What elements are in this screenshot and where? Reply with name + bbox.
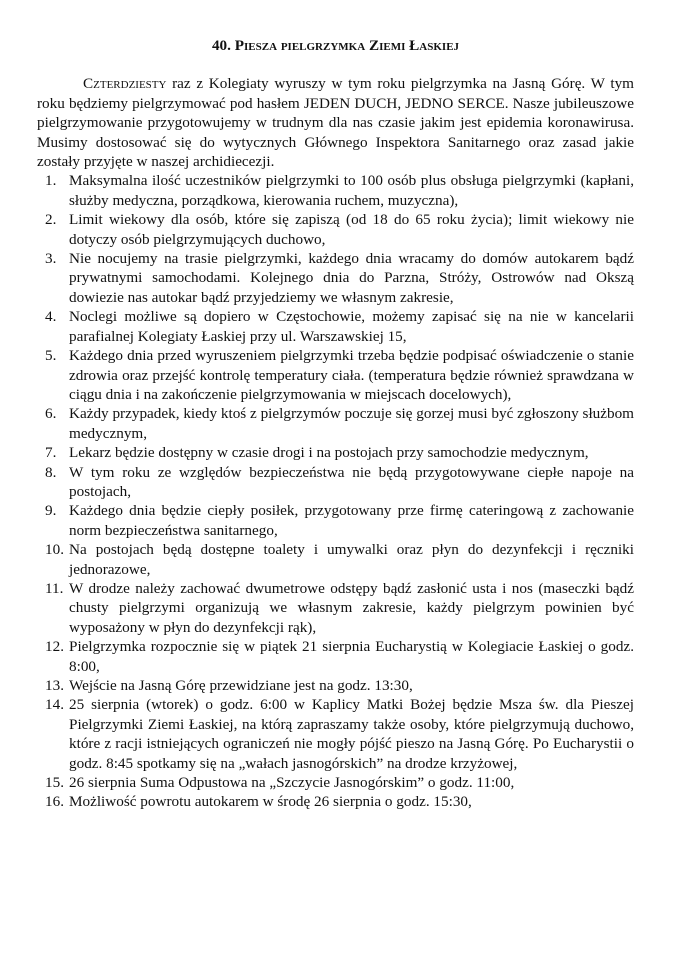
list-item-number: 1. — [45, 172, 57, 190]
list-item-text: Na postojach będą dostępne toalety i umywalki oraz płyn do dezynfekcji i ręczniki jednorazowe, — [69, 541, 634, 578]
intro-paragraph — [37, 74, 634, 171]
list-item-text: Lekarz będzie dostępny w czasie drogi i na postojach przy samochodzie medycznym, — [69, 444, 589, 462]
list-item-text: Noclegi możliwe są dopiero w Częstochowie, możemy zapisać się na nie w kancelarii parafialnej Kolegiaty Łaskiej przy ul. Warszawskiej 15, — [69, 308, 634, 345]
list-item — [37, 249, 634, 307]
list-item — [37, 463, 634, 502]
list-item-number: 2. — [45, 211, 57, 229]
list-item-number: 12. — [45, 638, 64, 656]
list-item-text: Nie nocujemy na trasie pielgrzymki, każdego dnia wracamy do domów autokarem bądź prywatnymi samochodami. Kolejnego dnia do Parzna, Stróży, Ostrowów nad Okszą dowiezie nas autokar bądź przyjedziemy we własnym zakresie, — [69, 250, 634, 306]
list-item-text: Maksymalna ilość uczestników pielgrzymki to 100 osób plus obsługa pielgrzymki (kapłani, służby medyczna, porządkowa, kierowania ruchem, muzyczna), — [69, 172, 634, 209]
list-item-text: 25 sierpnia (wtorek) o godz. 6:00 w Kaplicy Matki Bożej będzie Msza św. dla Pieszej Pielgrzymki Ziemi Łaskiej, na którą zapraszamy także osoby, które pielgrzymują duchowo, które z racji istniejących ograniczeń nie mogły pójść pieszo na Jasną Górę. Po Eucharystii o godz. 8:45 spotkamy się na „wałach jasnogórskich” na drodze krzyżowej, — [69, 696, 634, 772]
list-item-number: 8. — [45, 463, 57, 481]
list-item-text: Każdego dnia będzie ciepły posiłek, przygotowany prze firmę cateringową z zachowanie norm bezpieczeństwa sanitarnego, — [69, 502, 634, 539]
list-item-text: Możliwość powrotu autokarem w środę 26 sierpnia o godz. 15:30, — [69, 793, 472, 811]
intro-lead-word: Czterdziesty — [83, 75, 167, 93]
list-item — [37, 676, 634, 695]
list-item-number: 3. — [45, 250, 57, 268]
list-item-number: 9. — [45, 502, 57, 520]
list-item-text: Pielgrzymka rozpocznie się w piątek 21 sierpnia Eucharystią w Kolegiacie Łaskiej o godz. 8:00, — [69, 638, 634, 675]
list-item — [37, 210, 634, 249]
list-item-number: 16. — [45, 793, 64, 811]
list-item-text: W drodze należy zachować dwumetrowe odstępy bądź zasłonić usta i nos (maseczki bądź chusty pielgrzymi organizują we własnym zakresie, każdy pielgrzym powinien być wyposażony w płyn do dezynfekcji rąk), — [69, 579, 634, 636]
list-item-number: 13. — [45, 677, 64, 694]
list-item — [37, 443, 634, 462]
list-item-text: W tym roku ze względów bezpieczeństwa nie będą przygotowywane ciepłe napoje na postojach, — [69, 463, 634, 500]
list-item-number: 5. — [45, 347, 57, 365]
list-item — [37, 171, 634, 210]
list-item — [37, 579, 634, 637]
list-item — [37, 540, 634, 579]
list-item-text: Każdy przypadek, kiedy ktoś z pielgrzymów poczuje się gorzej musi być zgłoszony służbom medycznym, — [69, 405, 634, 442]
list-item — [37, 637, 634, 676]
list-item — [37, 773, 634, 792]
list-item — [37, 404, 634, 443]
document-title: 40. Piesza pielgrzymka Ziemi Łaskiej — [211, 37, 460, 54]
list-item — [37, 346, 634, 404]
rules-list — [37, 171, 634, 811]
list-item-number: 6. — [45, 405, 57, 423]
list-item-number: 7. — [45, 444, 57, 462]
intro-text: raz z Kolegiaty wyruszy w tym roku pielgrzymka na Jasną Górę. W tym roku będziemy pielgrzymować pod hasłem JEDEN DUCH, JEDNO SERCE. Nasze jubileuszowe pielgrzymowanie przygotowujemy w trudnym dla nas czasie jakim jest epidemia koronawirusa. Musimy dostosować się do wytycznych Głównego Inspektora Sanitarnego oraz zasad jakie zostały przyjęte w naszej archidiecezji. — [37, 75, 634, 171]
list-item-number: 10. — [45, 541, 64, 559]
list-item-number: 11. — [45, 579, 64, 597]
list-item-text: 26 sierpnia Suma Odpustowa na „Szczycie Jasnogórskim” o godz. 11:00, — [69, 774, 515, 792]
list-item-text: Wejście na Jasną Górę przewidziane jest na godz. 13:30, — [69, 677, 413, 694]
list-item-number: 14. — [45, 696, 64, 714]
list-item-number: 15. — [45, 774, 64, 792]
list-item-text: Każdego dnia przed wyruszeniem pielgrzymki trzeba będzie podpisać oświadczenie o stanie zdrowia oraz przejść kontrolę temperatury ciała. (temperatura będzie również sprawdzana w ciągu dnia i na zakończenie pielgrzymowania w miejscach docelowych), — [69, 347, 634, 403]
list-item — [37, 307, 634, 346]
list-item — [37, 792, 634, 811]
list-item-text: Limit wiekowy dla osób, które się zapiszą (od 18 do 65 roku życia); limit wiekowy nie dotyczy osób pielgrzymujących duchowo, — [69, 211, 634, 248]
list-item — [37, 501, 634, 540]
list-item-number: 4. — [45, 308, 57, 326]
list-item — [37, 695, 634, 773]
